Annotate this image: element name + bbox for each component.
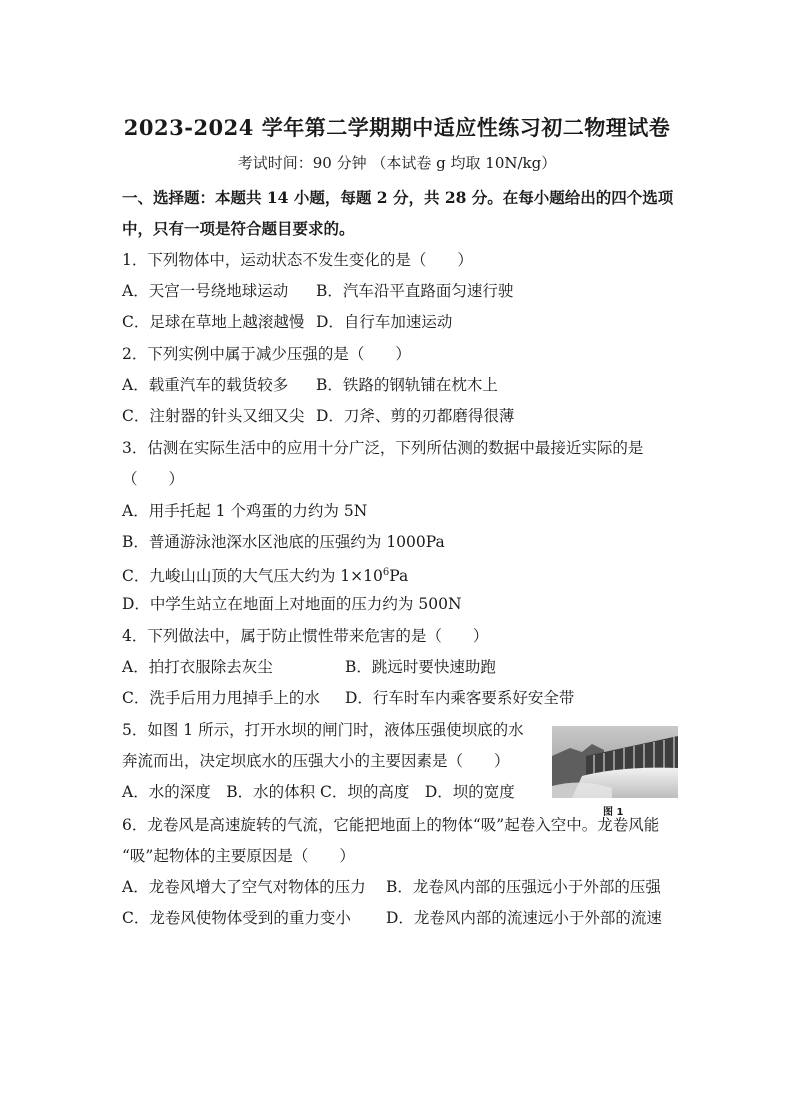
question-1-option-b: B．汽车沿平直路面匀速行驶 — [316, 282, 514, 300]
question-1-option-c: C．足球在草地上越滚越慢 — [122, 313, 305, 331]
question-3-option-b: B．普通游泳池深水区池底的压强约为 1000Pa — [122, 533, 445, 551]
question-6-stem-line-1: 6．龙卷风是高速旋转的气流，它能把地面上的物体“吸”起卷入空中。龙卷风能 — [122, 816, 660, 834]
question-1-stem: 1．下列物体中，运动状态不发生变化的是（ ） — [122, 251, 473, 269]
question-3-option-c-text: C．九峻山山顶的大气压大约为 1×10 — [122, 567, 383, 586]
exam-subtitle: 考试时间：90 分钟 （本试卷 g 均取 10N/kg） — [237, 154, 557, 172]
dam-illustration — [552, 726, 678, 798]
dam-photo — [552, 726, 678, 798]
question-4-option-a: A．拍打衣服除去灰尘 — [122, 658, 273, 676]
section-heading-line-2: 中，只有一项是符合题目要求的。 — [122, 219, 355, 238]
question-3-option-c — [122, 563, 408, 586]
figure-1-caption: 图 1 — [603, 807, 624, 818]
question-6-option-c: C．龙卷风使物体受到的重力变小 — [122, 909, 351, 927]
question-2-stem: 2．下列实例中属于减少压强的是（ ） — [122, 345, 411, 363]
question-5-options: A．水的深度 B．水的体积 C．坝的高度 D．坝的宽度 — [122, 783, 515, 801]
question-6-option-a: A．龙卷风增大了空气对物体的压力 — [122, 878, 366, 896]
question-4-option-d: D．行车时车内乘客要系好安全带 — [345, 689, 575, 707]
question-5-stem-line-1: 5．如图 1 所示，打开水坝的闸门时，液体压强使坝底的水 — [122, 721, 524, 739]
question-6-option-d: D．龙卷风内部的流速远小于外部的流速 — [386, 909, 662, 927]
question-3-stem-line-1: 3．估测在实际生活中的应用十分广泛，下列所估测的数据中最接近实际的是 — [122, 439, 644, 457]
question-1-option-a: A．天宫一号绕地球运动 — [122, 282, 289, 300]
question-2-option-d: D．刀斧、剪的刃都磨得很薄 — [316, 407, 515, 425]
question-4-stem: 4．下列做法中，属于防止惯性带来危害的是（ ） — [122, 627, 489, 645]
question-1-option-d: D．自行车加速运动 — [316, 313, 453, 331]
question-3-stem-line-2: （ ） — [122, 470, 185, 488]
question-6-option-b: B．龙卷风内部的压强远小于外部的压强 — [386, 878, 661, 896]
exam-title: 2023-2024 学年第二学期期中适应性练习初二物理试卷 — [123, 115, 671, 140]
section-heading-line-1: 一、选择题：本题共 14 小题，每题 2 分，共 28 分。在每小题给出的四个选项 — [122, 188, 674, 207]
question-3-option-c-exponent: 6 — [382, 567, 390, 578]
question-2-option-a: A．载重汽车的载货较多 — [122, 376, 289, 394]
question-2-option-c: C．注射器的针头又细又尖 — [122, 407, 305, 425]
question-6-stem-line-2: “吸”起物体的主要原因是（ ） — [122, 847, 355, 865]
question-4-option-c: C．洗手后用力甩掉手上的水 — [122, 689, 320, 707]
question-4-option-b: B．跳远时要快速助跑 — [345, 658, 496, 676]
question-3-option-c-unit: Pa — [389, 567, 409, 586]
question-5-stem-line-2: 奔流而出，决定坝底水的压强大小的主要因素是（ ） — [122, 752, 510, 770]
question-3-option-a: A．用手托起 1 个鸡蛋的力约为 5N — [122, 502, 368, 520]
question-2-option-b: B．铁路的钢轨铺在枕木上 — [316, 376, 498, 394]
question-3-option-d: D．中学生站立在地面上对地面的压力约为 500N — [122, 595, 462, 613]
